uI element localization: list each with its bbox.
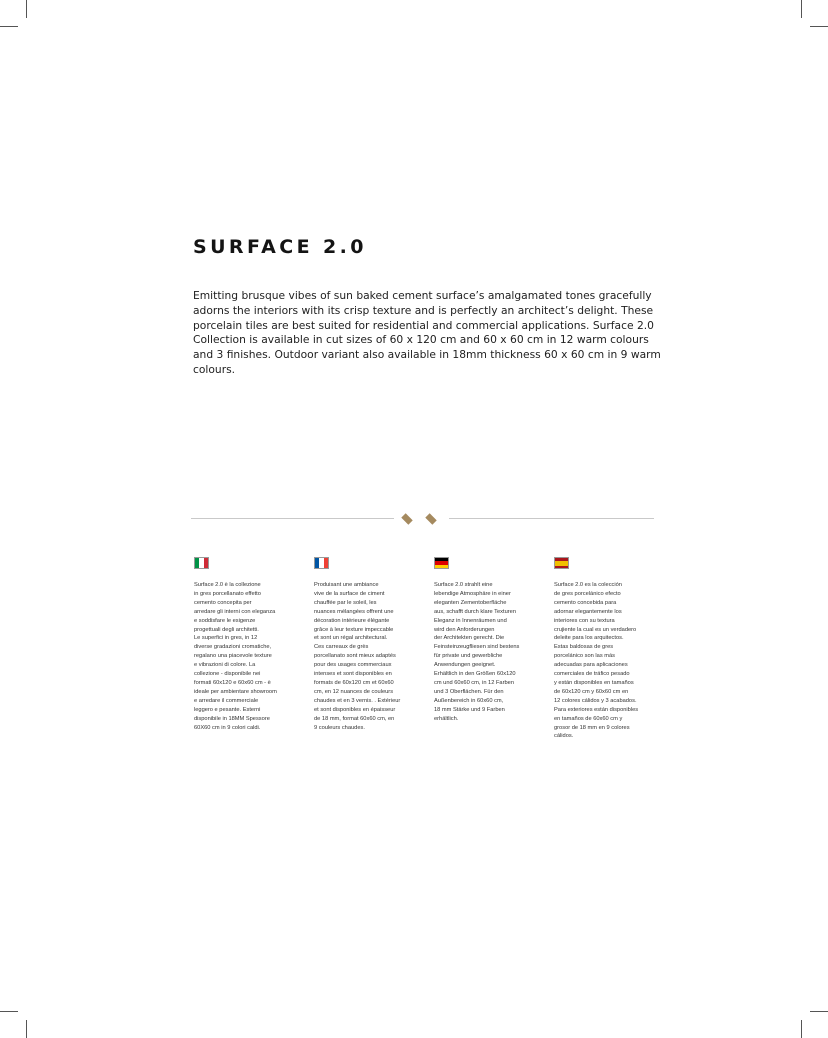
- crop-mark: [0, 1011, 18, 1012]
- section-divider: [191, 511, 654, 525]
- france-flag-icon: [314, 557, 329, 569]
- german-description: Surface 2.0 strahlt eine lebendige Atmosphäre in einer eleganten Zementoberfläche aus, schafft durch klare Texturen Eleganz in Innenräumen und wird den Anforderungen der Architekten gerecht. Die Feinsteinzeugfliesen sind bestens für private und gewerbliche Anwendungen geeignet. Erhältlich in den Größen 60x120 cm und 60x60 cm, in 12 Farben und 3 Oberflächen. Für den Außenbereich in 60x60 cm, 18 mm Stärke und 9 Farben erhältlich.: [434, 582, 520, 722]
- intro-paragraph: Emitting brusque vibes of sun baked cement surface’s amalgamated tones gracefully adorns the interiors with its crisp texture and is perfectly an architect’s delight. These porcelain tiles are best suited for residential and commercial applications. Surface 2.0 Collection is available in cut sizes of 60 x 120 cm and 60 x 60 cm in 12 warm colours and 3 finishes. Outdoor variant also available in 18mm thickness 60 x 60 cm in 9 warm colours.: [193, 289, 661, 376]
- crop-mark: [801, 0, 802, 18]
- germany-flag-icon: [434, 557, 449, 569]
- crop-mark: [810, 26, 828, 27]
- italy-flag-icon: [194, 557, 209, 569]
- spain-flag-icon: [554, 557, 569, 569]
- french-description: Produisant une ambiance vive de la surface de ciment chauffée par le soleil, les nuances mélangées offrent une décoration intérieure élégante grâce à leur texture impeccable et sont un régal architectural. Ces carreaux de grès porcellanato sont mieux adaptés pour des usages commerciaux intenses et sont disponibles en formats de 60x120 cm et 60x60 cm, en 12 nuances de couleurs chaudes et en 3 vernis. . Extérieur et sont disponibles en épaisseur de 18 mm, format 60x60 cm, en 9 couleurs chaudes.: [314, 582, 401, 731]
- divider-line-right: [449, 518, 654, 519]
- italian-description: Surface 2.0 è la collezione in gres porcellanato effetto cemento concepita per arredare gli interni con eleganza e soddisfare le esigenze progettuali degli architetti. Le superfici in gres, in 12 diverse gradazioni cromatiche, regalano una piacevole texture e vibrazioni di colore. La collezione - disponibile nei formati 60x120 e 60x60 cm - è ideale per ambientare showroom e arredare il commerciale leggero e pesante. Esterni disponibile in 18MM Spessore 60X60 cm in 9 colori caldi.: [194, 582, 277, 731]
- language-column-spanish: [554, 557, 662, 741]
- language-column-german: [434, 557, 542, 724]
- crop-mark: [0, 26, 18, 27]
- crop-mark: [26, 0, 27, 18]
- language-column-italian: [194, 557, 302, 732]
- crop-mark: [810, 1011, 828, 1012]
- language-column-french: [314, 557, 422, 732]
- spanish-description: Surface 2.0 es la colección de gres porcelánico efecto cemento concebida para adornar elegantemente los interiores con su textura crujiente la cual es un verdadero deleite para los arquitectos. Estas baldosas de gres porcelánico son las más adecuadas para aplicaciones comerciales de tráfico pesado y están disponibles en tamaños de 60x120 cm y 60x60 cm en 12 colores cálidos y 3 acabados. Para exteriores están disponibles en tamaños de 60x60 cm y grosor de 18 mm en 9 colores cálidos.: [554, 582, 639, 740]
- divider-diamond-icon: [401, 513, 412, 524]
- page-title: SURFACE 2.0: [193, 236, 367, 258]
- divider-line-left: [191, 518, 394, 519]
- crop-mark: [26, 1020, 27, 1038]
- divider-diamond-icon: [425, 513, 436, 524]
- crop-mark: [801, 1020, 802, 1038]
